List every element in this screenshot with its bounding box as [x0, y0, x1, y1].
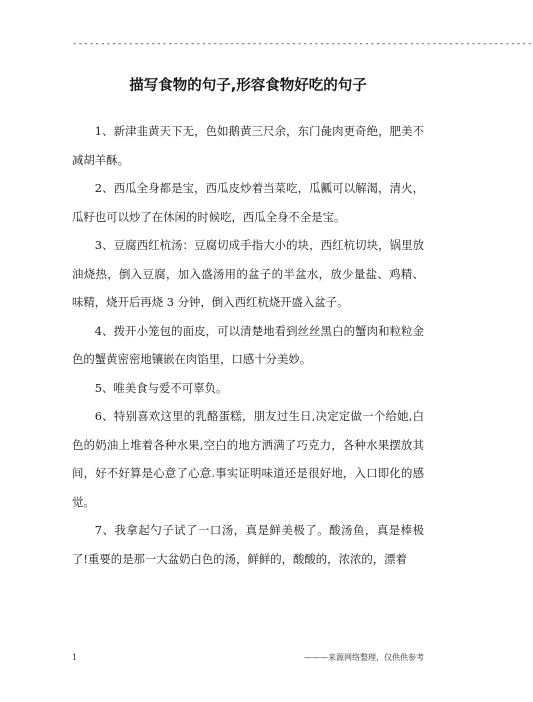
page-title: 描写食物的句子,形容食物好吃的句子 — [129, 78, 367, 94]
paragraph-1: 1、新津韭黄天下无，色如鹅黄三尺余，东门彘肉更奇绝，肥美不减胡羊酥。 — [72, 124, 424, 167]
header-dashed-rule: ---------------------------------------------------------------------------------- — [72, 39, 533, 49]
paragraph-6: 6、特别喜欢这里的乳酪蛋糕，朋友过生日,决定定做一个给她,白色的奶油上堆着各种水果,空白的地方洒满了巧克力，各种水果摆放其间，好不好算是心意了心意.事实证明味道还是很好地，入口即化的感觉。 — [72, 409, 424, 509]
footer-note: ———来源网络整理，仅供供参考 — [304, 653, 424, 662]
paragraph-3: 3、豆腐西红杭汤：豆腐切成手指大小的块，西红杭切块，锅里放油烧热，倒入豆腐，加入盛汤用的盆子的半盆水，放少量盐、鸡精、味精，烧开后再烧 3 分钟，倒入西红杭烧开盛入盆子。 — [72, 238, 424, 309]
paragraph-5: 5、唯美食与爱不可辜负。 — [94, 380, 228, 395]
document-body — [72, 117, 424, 573]
paragraph-2: 2、西瓜全身都是宝，西瓜皮炒着当菜吃，瓜瓤可以解渴，清火，瓜籽也可以炒了在休闲的时候吃，西瓜全身不全是宝。 — [72, 181, 424, 224]
paragraph-7: 7、我拿起勺子试了一口汤，真是鲜美极了。酸汤鱼，真是棒极了!重要的是那一大盆奶白色的汤，鲜鲜的，酸酸的，浓浓的，漂着 — [72, 523, 424, 566]
page-number: 1 — [72, 653, 78, 662]
paragraph-4: 4、拨开小笼包的面皮，可以清楚地看到丝丝黑白的蟹肉和粒粒金色的蟹黄密密地镶嵌在肉馅里，口感十分美妙。 — [72, 323, 424, 366]
